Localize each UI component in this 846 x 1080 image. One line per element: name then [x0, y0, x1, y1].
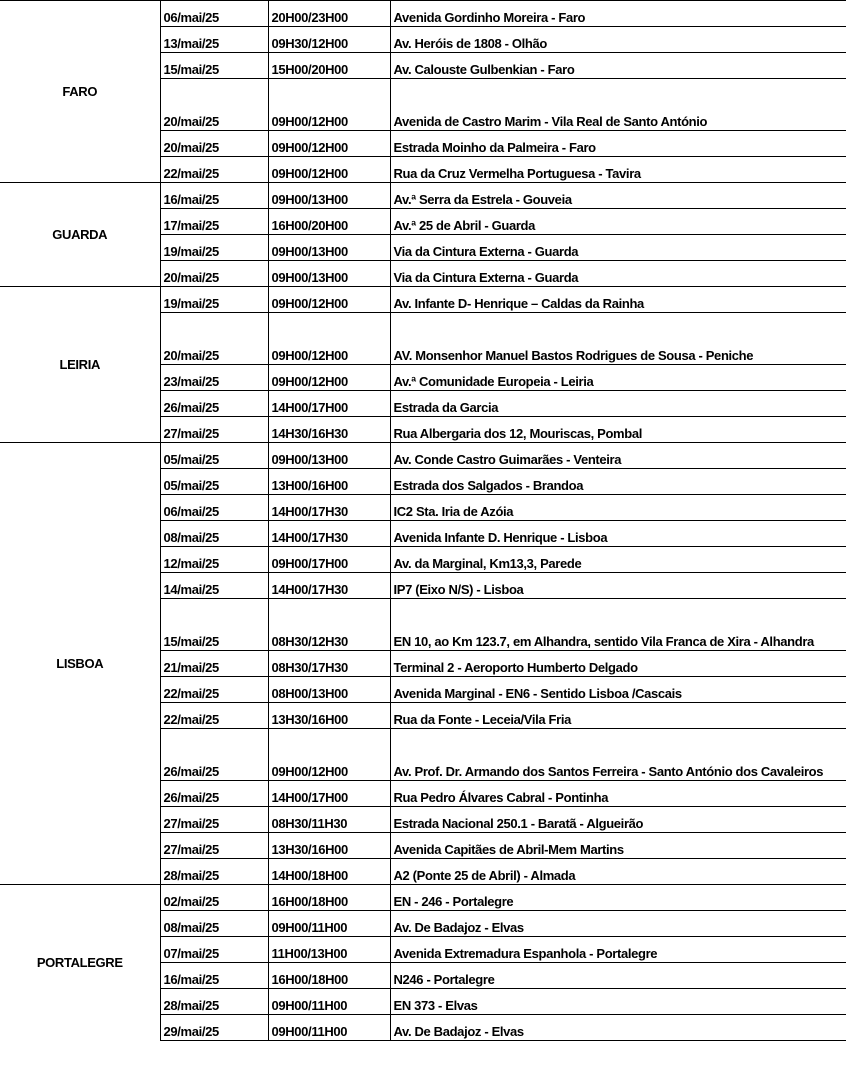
time-cell: 09H00/13H00 [268, 183, 390, 209]
time-cell: 16H00/18H00 [268, 963, 390, 989]
date-cell: 06/mai/25 [160, 1, 268, 27]
date-cell: 20/mai/25 [160, 261, 268, 287]
time-cell: 13H30/16H00 [268, 833, 390, 859]
location-cell: Avenida Extremadura Espanhola - Portalegre [390, 937, 846, 963]
date-cell: 26/mai/25 [160, 781, 268, 807]
date-cell: 26/mai/25 [160, 729, 268, 781]
location-cell: Estrada dos Salgados - Brandoa [390, 469, 846, 495]
location-cell: Avenida Infante D. Henrique - Lisboa [390, 521, 846, 547]
location-cell: Av. De Badajoz - Elvas [390, 1015, 846, 1041]
location-cell: A2 (Ponte 25 de Abril) - Almada [390, 859, 846, 885]
date-cell: 23/mai/25 [160, 365, 268, 391]
district-name: LISBOA [0, 443, 160, 885]
location-cell: Via da Cintura Externa - Guarda [390, 261, 846, 287]
location-cell: Av. Heróis de 1808 - Olhão [390, 27, 846, 53]
location-cell: Estrada Moinho da Palmeira - Faro [390, 131, 846, 157]
date-cell: 15/mai/25 [160, 53, 268, 79]
time-cell: 09H00/11H00 [268, 1015, 390, 1041]
time-cell: 20H00/23H00 [268, 1, 390, 27]
date-cell: 27/mai/25 [160, 417, 268, 443]
location-cell: Via da Cintura Externa - Guarda [390, 235, 846, 261]
time-cell: 08H30/11H30 [268, 807, 390, 833]
date-cell: 29/mai/25 [160, 1015, 268, 1041]
location-cell: EN 10, ao Km 123.7, em Alhandra, sentido Vila Franca de Xira - Alhandra [390, 599, 846, 651]
date-cell: 08/mai/25 [160, 521, 268, 547]
time-cell: 09H00/12H00 [268, 287, 390, 313]
time-cell: 14H30/16H30 [268, 417, 390, 443]
location-cell: AV. Monsenhor Manuel Bastos Rodrigues de Sousa - Peniche [390, 313, 846, 365]
time-cell: 16H00/18H00 [268, 885, 390, 911]
date-cell: 19/mai/25 [160, 287, 268, 313]
location-cell: IP7 (Eixo N/S) - Lisboa [390, 573, 846, 599]
time-cell: 09H00/11H00 [268, 989, 390, 1015]
time-cell: 14H00/17H00 [268, 781, 390, 807]
date-cell: 20/mai/25 [160, 79, 268, 131]
date-cell: 15/mai/25 [160, 599, 268, 651]
date-cell: 07/mai/25 [160, 937, 268, 963]
time-cell: 09H00/11H00 [268, 911, 390, 937]
location-cell: Avenida Gordinho Moreira - Faro [390, 1, 846, 27]
location-cell: EN - 246 - Portalegre [390, 885, 846, 911]
location-cell: Estrada Nacional 250.1 - Baratã - Algueirão [390, 807, 846, 833]
date-cell: 17/mai/25 [160, 209, 268, 235]
location-cell: Rua Albergaria dos 12, Mouriscas, Pombal [390, 417, 846, 443]
time-cell: 09H00/12H00 [268, 131, 390, 157]
table-row [0, 1, 846, 27]
date-cell: 26/mai/25 [160, 391, 268, 417]
location-cell: Av. Infante D- Henrique – Caldas da Rainha [390, 287, 846, 313]
district-name: FARO [0, 1, 160, 183]
time-cell: 09H00/17H00 [268, 547, 390, 573]
time-cell: 09H00/13H00 [268, 235, 390, 261]
date-cell: 28/mai/25 [160, 989, 268, 1015]
time-cell: 13H00/16H00 [268, 469, 390, 495]
date-cell: 22/mai/25 [160, 703, 268, 729]
table-row [0, 443, 846, 469]
date-cell: 14/mai/25 [160, 573, 268, 599]
location-cell: Av.ª 25 de Abril - Guarda [390, 209, 846, 235]
location-cell: Av. da Marginal, Km13,3, Parede [390, 547, 846, 573]
date-cell: 27/mai/25 [160, 833, 268, 859]
location-cell: Av.ª Comunidade Europeia - Leiria [390, 365, 846, 391]
time-cell: 14H00/17H30 [268, 521, 390, 547]
time-cell: 09H00/13H00 [268, 261, 390, 287]
time-cell: 09H00/13H00 [268, 443, 390, 469]
location-cell: Av.ª Serra da Estrela - Gouveia [390, 183, 846, 209]
location-cell: Rua da Cruz Vermelha Portuguesa - Tavira [390, 157, 846, 183]
location-cell: Avenida Marginal - EN6 - Sentido Lisboa /Cascais [390, 677, 846, 703]
date-cell: 22/mai/25 [160, 157, 268, 183]
schedule-table-body [0, 1, 846, 1041]
time-cell: 08H30/17H30 [268, 651, 390, 677]
location-cell: Avenida Capitães de Abril-Mem Martins [390, 833, 846, 859]
date-cell: 19/mai/25 [160, 235, 268, 261]
date-cell: 20/mai/25 [160, 131, 268, 157]
table-row [0, 885, 846, 911]
time-cell: 13H30/16H00 [268, 703, 390, 729]
location-cell: N246 - Portalegre [390, 963, 846, 989]
location-cell: Terminal 2 - Aeroporto Humberto Delgado [390, 651, 846, 677]
date-cell: 28/mai/25 [160, 859, 268, 885]
time-cell: 15H00/20H00 [268, 53, 390, 79]
date-cell: 27/mai/25 [160, 807, 268, 833]
time-cell: 16H00/20H00 [268, 209, 390, 235]
location-cell: Av. Calouste Gulbenkian - Faro [390, 53, 846, 79]
location-cell: Rua da Fonte - Leceia/Vila Fria [390, 703, 846, 729]
location-cell: Av. Conde Castro Guimarães - Venteira [390, 443, 846, 469]
date-cell: 05/mai/25 [160, 443, 268, 469]
date-cell: 06/mai/25 [160, 495, 268, 521]
time-cell: 09H00/12H00 [268, 157, 390, 183]
date-cell: 08/mai/25 [160, 911, 268, 937]
date-cell: 05/mai/25 [160, 469, 268, 495]
time-cell: 09H00/12H00 [268, 313, 390, 365]
date-cell: 12/mai/25 [160, 547, 268, 573]
time-cell: 14H00/17H00 [268, 391, 390, 417]
location-cell: Av. De Badajoz - Elvas [390, 911, 846, 937]
district-name: GUARDA [0, 183, 160, 287]
time-cell: 08H00/13H00 [268, 677, 390, 703]
location-cell: Rua Pedro Álvares Cabral - Pontinha [390, 781, 846, 807]
time-cell: 09H30/12H00 [268, 27, 390, 53]
location-cell: Estrada da Garcia [390, 391, 846, 417]
date-cell: 21/mai/25 [160, 651, 268, 677]
district-name: LEIRIA [0, 287, 160, 443]
location-cell: EN 373 - Elvas [390, 989, 846, 1015]
time-cell: 09H00/12H00 [268, 729, 390, 781]
time-cell: 14H00/17H30 [268, 495, 390, 521]
date-cell: 16/mai/25 [160, 183, 268, 209]
date-cell: 22/mai/25 [160, 677, 268, 703]
time-cell: 14H00/17H30 [268, 573, 390, 599]
location-cell: IC2 Sta. Iria de Azóia [390, 495, 846, 521]
time-cell: 14H00/18H00 [268, 859, 390, 885]
date-cell: 20/mai/25 [160, 313, 268, 365]
time-cell: 09H00/12H00 [268, 79, 390, 131]
time-cell: 09H00/12H00 [268, 365, 390, 391]
time-cell: 08H30/12H30 [268, 599, 390, 651]
date-cell: 13/mai/25 [160, 27, 268, 53]
table-row [0, 287, 846, 313]
district-name: PORTALEGRE [0, 885, 160, 1041]
table-row [0, 183, 846, 209]
location-cell: Avenida de Castro Marim - Vila Real de Santo António [390, 79, 846, 131]
date-cell: 02/mai/25 [160, 885, 268, 911]
location-cell: Av. Prof. Dr. Armando dos Santos Ferreira - Santo António dos Cavaleiros [390, 729, 846, 781]
time-cell: 11H00/13H00 [268, 937, 390, 963]
date-cell: 16/mai/25 [160, 963, 268, 989]
